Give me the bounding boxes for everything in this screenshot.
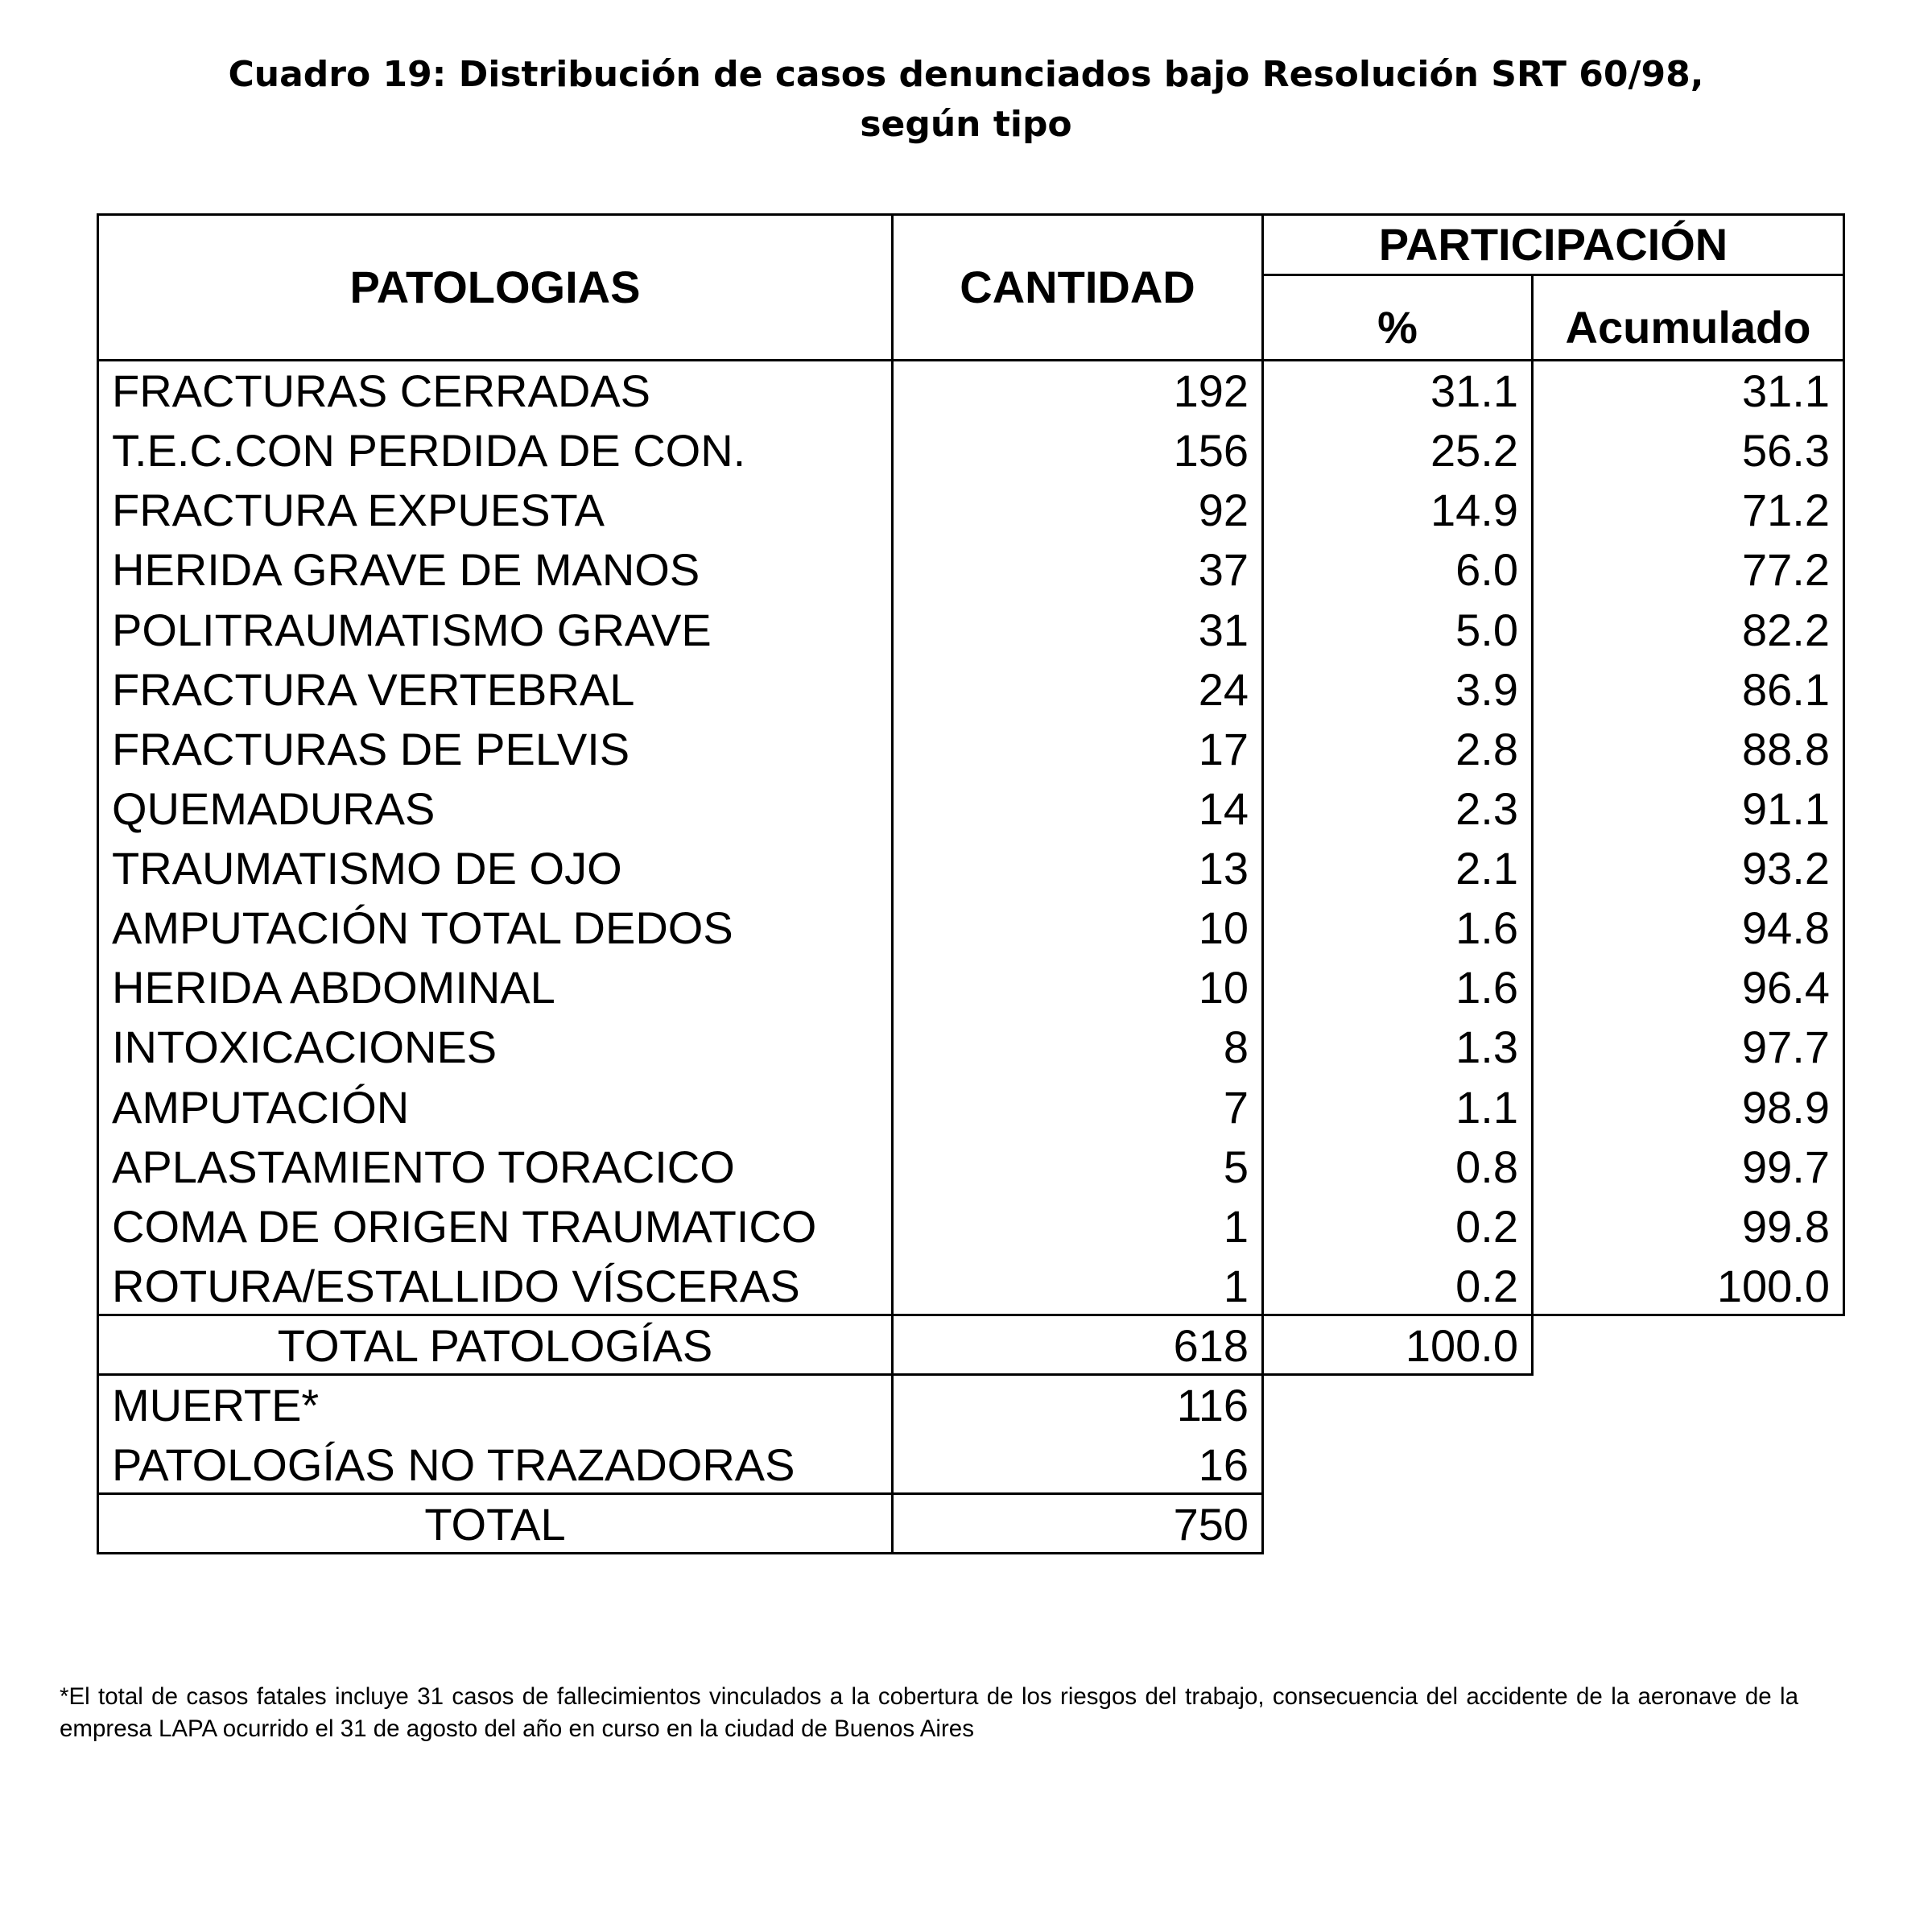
row-patologia: ROTURA/ESTALLIDO VÍSCERAS <box>97 1257 894 1316</box>
row-patologia: AMPUTACIÓN TOTAL DEDOS <box>97 898 894 958</box>
row-acumulado: 71.2 <box>1534 481 1845 540</box>
row-percent: 0.2 <box>1264 1197 1534 1257</box>
row-acumulado: 31.1 <box>1534 361 1845 421</box>
row-acumulado: 88.8 <box>1534 720 1845 779</box>
row-percent: 0.8 <box>1264 1137 1534 1197</box>
row-percent: 2.8 <box>1264 720 1534 779</box>
header-patologias: PATOLOGIAS <box>97 213 894 361</box>
row-cantidad: 156 <box>894 421 1264 481</box>
no-trazadoras-cantidad: 16 <box>1198 1439 1249 1490</box>
row-patologia: QUEMADURAS <box>97 779 894 839</box>
row-percent: 1.1 <box>1264 1078 1534 1137</box>
total-patologias-label: TOTAL PATOLOGÍAS <box>97 1316 894 1376</box>
row-acumulado: 77.2 <box>1534 540 1845 600</box>
header-participacion: PARTICIPACIÓN <box>1264 213 1845 276</box>
row-percent: 31.1 <box>1264 361 1534 421</box>
row-cantidad: 10 <box>894 958 1264 1018</box>
row-acumulado: 93.2 <box>1534 839 1845 898</box>
total-cantidad: 750 <box>894 1495 1264 1554</box>
row-cantidad: 7 <box>894 1078 1264 1137</box>
row-patologia: FRACTURAS CERRADAS <box>97 361 894 421</box>
row-patologia: HERIDA GRAVE DE MANOS <box>97 540 894 600</box>
row-acumulado: 99.7 <box>1534 1137 1845 1197</box>
total-patologias-percent: 100.0 <box>1264 1316 1534 1376</box>
header-cantidad: CANTIDAD <box>894 213 1264 361</box>
extra-labels <box>97 1376 894 1495</box>
muerte-label: MUERTE* <box>112 1380 320 1430</box>
row-acumulado: 99.8 <box>1534 1197 1845 1257</box>
row-cantidad: 14 <box>894 779 1264 839</box>
row-cantidad: 10 <box>894 898 1264 958</box>
row-cantidad: 8 <box>894 1018 1264 1077</box>
row-percent: 25.2 <box>1264 421 1534 481</box>
header-percent: % <box>1264 276 1534 361</box>
title-line-2: según tipo <box>860 104 1072 145</box>
row-cantidad: 37 <box>894 540 1264 600</box>
row-patologia: HERIDA ABDOMINAL <box>97 958 894 1018</box>
row-cantidad: 1 <box>894 1197 1264 1257</box>
row-percent: 6.0 <box>1264 540 1534 600</box>
row-percent: 2.3 <box>1264 779 1534 839</box>
row-acumulado: 98.9 <box>1534 1078 1845 1137</box>
row-percent: 3.9 <box>1264 660 1534 720</box>
muerte-cantidad: 116 <box>1176 1380 1249 1430</box>
row-cantidad: 5 <box>894 1137 1264 1197</box>
row-percent: 0.2 <box>1264 1257 1534 1316</box>
row-patologia: AMPUTACIÓN <box>97 1078 894 1137</box>
row-acumulado: 82.2 <box>1534 601 1845 660</box>
row-percent: 14.9 <box>1264 481 1534 540</box>
row-percent: 1.6 <box>1264 898 1534 958</box>
row-acumulado: 91.1 <box>1534 779 1845 839</box>
row-patologia: FRACTURA VERTEBRAL <box>97 660 894 720</box>
row-patologia: FRACTURA EXPUESTA <box>97 481 894 540</box>
row-cantidad: 17 <box>894 720 1264 779</box>
row-cantidad: 192 <box>894 361 1264 421</box>
row-patologia: COMA DE ORIGEN TRAUMATICO <box>97 1197 894 1257</box>
row-acumulado: 96.4 <box>1534 958 1845 1018</box>
row-patologia: FRACTURAS DE PELVIS <box>97 720 894 779</box>
row-cantidad: 1 <box>894 1257 1264 1316</box>
row-cantidad: 13 <box>894 839 1264 898</box>
row-patologia: POLITRAUMATISMO GRAVE <box>97 601 894 660</box>
row-percent: 5.0 <box>1264 601 1534 660</box>
extra-cantidades <box>894 1376 1264 1495</box>
row-cantidad: 24 <box>894 660 1264 720</box>
total-patologias-cantidad: 618 <box>894 1316 1264 1376</box>
row-patologia: T.E.C.CON PERDIDA DE CON. <box>97 421 894 481</box>
data-table <box>97 213 1845 1561</box>
row-percent: 1.3 <box>1264 1018 1534 1077</box>
footnote: *El total de casos fatales incluye 31 casos de fallecimientos vinculados a la cobertura de los riesgos del trabajo, consecuencia del accidente de la aeronave de la empresa LAPA ocurrido el 31 de agosto del año en curso en la ciudad de Buenos Aires <box>60 1683 1798 1742</box>
row-percent: 2.1 <box>1264 839 1534 898</box>
row-acumulado: 86.1 <box>1534 660 1845 720</box>
row-acumulado: 94.8 <box>1534 898 1845 958</box>
row-patologia: TRAUMATISMO DE OJO <box>97 839 894 898</box>
row-percent: 1.6 <box>1264 958 1534 1018</box>
row-acumulado: 100.0 <box>1534 1257 1845 1316</box>
header-acumulado: Acumulado <box>1534 276 1845 361</box>
row-acumulado: 97.7 <box>1534 1018 1845 1077</box>
row-acumulado: 56.3 <box>1534 421 1845 481</box>
row-patologia: INTOXICACIONES <box>97 1018 894 1077</box>
row-patologia: APLASTAMIENTO TORACICO <box>97 1137 894 1197</box>
no-trazadoras-label: PATOLOGÍAS NO TRAZADORAS <box>112 1439 795 1490</box>
row-cantidad: 31 <box>894 601 1264 660</box>
title-line-1: Cuadro 19: Distribución de casos denunciados bajo Resolución SRT 60/98, <box>228 54 1704 95</box>
table-title <box>0 50 1932 150</box>
total-label: TOTAL <box>97 1495 894 1554</box>
row-cantidad: 92 <box>894 481 1264 540</box>
